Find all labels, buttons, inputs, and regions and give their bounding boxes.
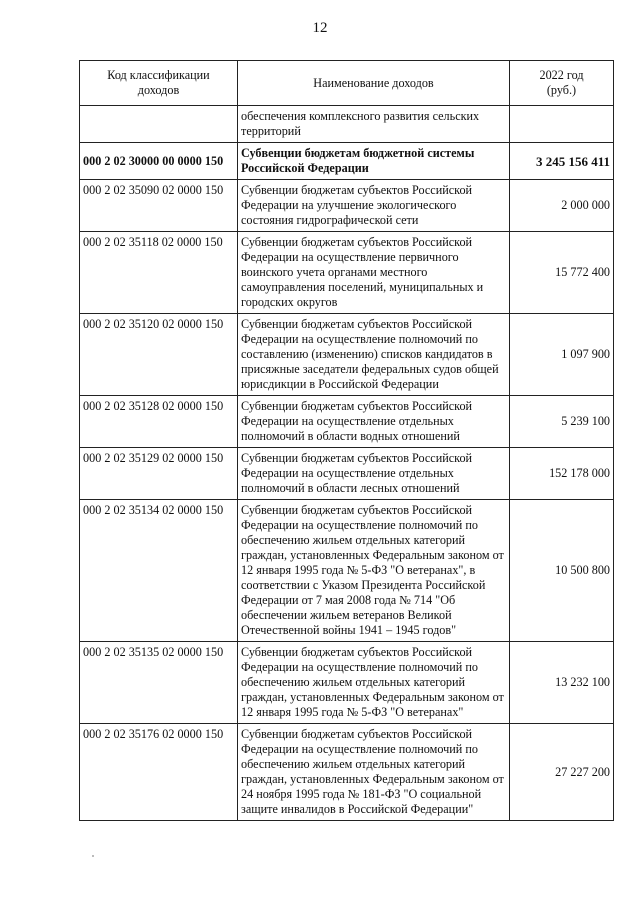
- table-row: [80, 232, 614, 314]
- row-code: 000 2 02 35128 02 0000 150: [80, 396, 238, 448]
- table-row: [80, 314, 614, 396]
- page-number: 12: [312, 20, 328, 36]
- row-name: Субвенции бюджетам субъектов Российской Федерации на осуществление полномочий по обеспечению жильем отдельных категорий граждан, установленных Федеральным законом от 12 января 1995 года № 5-ФЗ "О ветеранах": [238, 642, 510, 724]
- row-amount: 13 232 100: [510, 642, 614, 724]
- row-name: Субвенции бюджетам бюджетной системы Российской Федерации: [238, 143, 510, 180]
- table-row: [80, 724, 614, 821]
- table-row: [80, 500, 614, 642]
- table-row: [80, 448, 614, 500]
- row-code: 000 2 02 30000 00 0000 150: [80, 143, 238, 180]
- row-name: обеспечения комплексного развития сельских территорий: [238, 106, 510, 143]
- row-code: 000 2 02 35090 02 0000 150: [80, 180, 238, 232]
- row-code: 000 2 02 35176 02 0000 150: [80, 724, 238, 821]
- row-name: Субвенции бюджетам субъектов Российской Федерации на осуществление отдельных полномочий в области лесных отношений: [238, 448, 510, 500]
- row-code: 000 2 02 35129 02 0000 150: [80, 448, 238, 500]
- scan-speck: [92, 855, 94, 857]
- row-name: Субвенции бюджетам субъектов Российской Федерации на осуществление полномочий по обеспечению жильем отдельных категорий граждан, установленных Федеральным законом от 24 ноября 1995 года № 181-ФЗ "О социальной защите инвалидов в Российской Федерации": [238, 724, 510, 821]
- row-amount: 10 500 800: [510, 500, 614, 642]
- table-row: [80, 180, 614, 232]
- row-code: 000 2 02 35135 02 0000 150: [80, 642, 238, 724]
- table-row: [80, 396, 614, 448]
- row-name: Субвенции бюджетам субъектов Российской Федерации на осуществление полномочий по составлению (изменению) списков кандидатов в присяжные заседатели федеральных судов общей юрисдикции в Российской Федерации: [238, 314, 510, 396]
- row-amount: [510, 106, 614, 143]
- table-row: [80, 106, 614, 143]
- table-header-row: [80, 61, 614, 106]
- row-amount: 27 227 200: [510, 724, 614, 821]
- row-amount: 15 772 400: [510, 232, 614, 314]
- header-name: Наименование доходов: [238, 61, 510, 106]
- row-code: 000 2 02 35118 02 0000 150: [80, 232, 238, 314]
- row-name: Субвенции бюджетам субъектов Российской Федерации на осуществление отдельных полномочий в области водных отношений: [238, 396, 510, 448]
- row-amount: 2 000 000: [510, 180, 614, 232]
- table-row: [80, 642, 614, 724]
- row-amount: 1 097 900: [510, 314, 614, 396]
- row-amount: 5 239 100: [510, 396, 614, 448]
- revenue-table: [79, 60, 614, 821]
- header-amount: 2022 год (руб.): [510, 61, 614, 106]
- table-row: [80, 143, 614, 180]
- header-code: Код классификации доходов: [80, 61, 238, 106]
- row-code: 000 2 02 35120 02 0000 150: [80, 314, 238, 396]
- row-code: 000 2 02 35134 02 0000 150: [80, 500, 238, 642]
- row-name: Субвенции бюджетам субъектов Российской Федерации на осуществление полномочий по обеспечению жильем отдельных категорий граждан, установленных Федеральным законом от 12 января 1995 года № 5-ФЗ "О ветеранах", в соответствии с Указом Президента Российской Федерации от 7 мая 2008 года № 714 "Об обеспечении жильем ветеранов Великой Отечественной войны 1941 – 1945 годов": [238, 500, 510, 642]
- row-name: Субвенции бюджетам субъектов Российской Федерации на осуществление первичного воинского учета органами местного самоуправления поселений, муниципальных и городских округов: [238, 232, 510, 314]
- row-amount: 3 245 156 411: [510, 143, 614, 180]
- row-code: [80, 106, 238, 143]
- row-amount: 152 178 000: [510, 448, 614, 500]
- row-name: Субвенции бюджетам субъектов Российской Федерации на улучшение экологического состояния гидрографической сети: [238, 180, 510, 232]
